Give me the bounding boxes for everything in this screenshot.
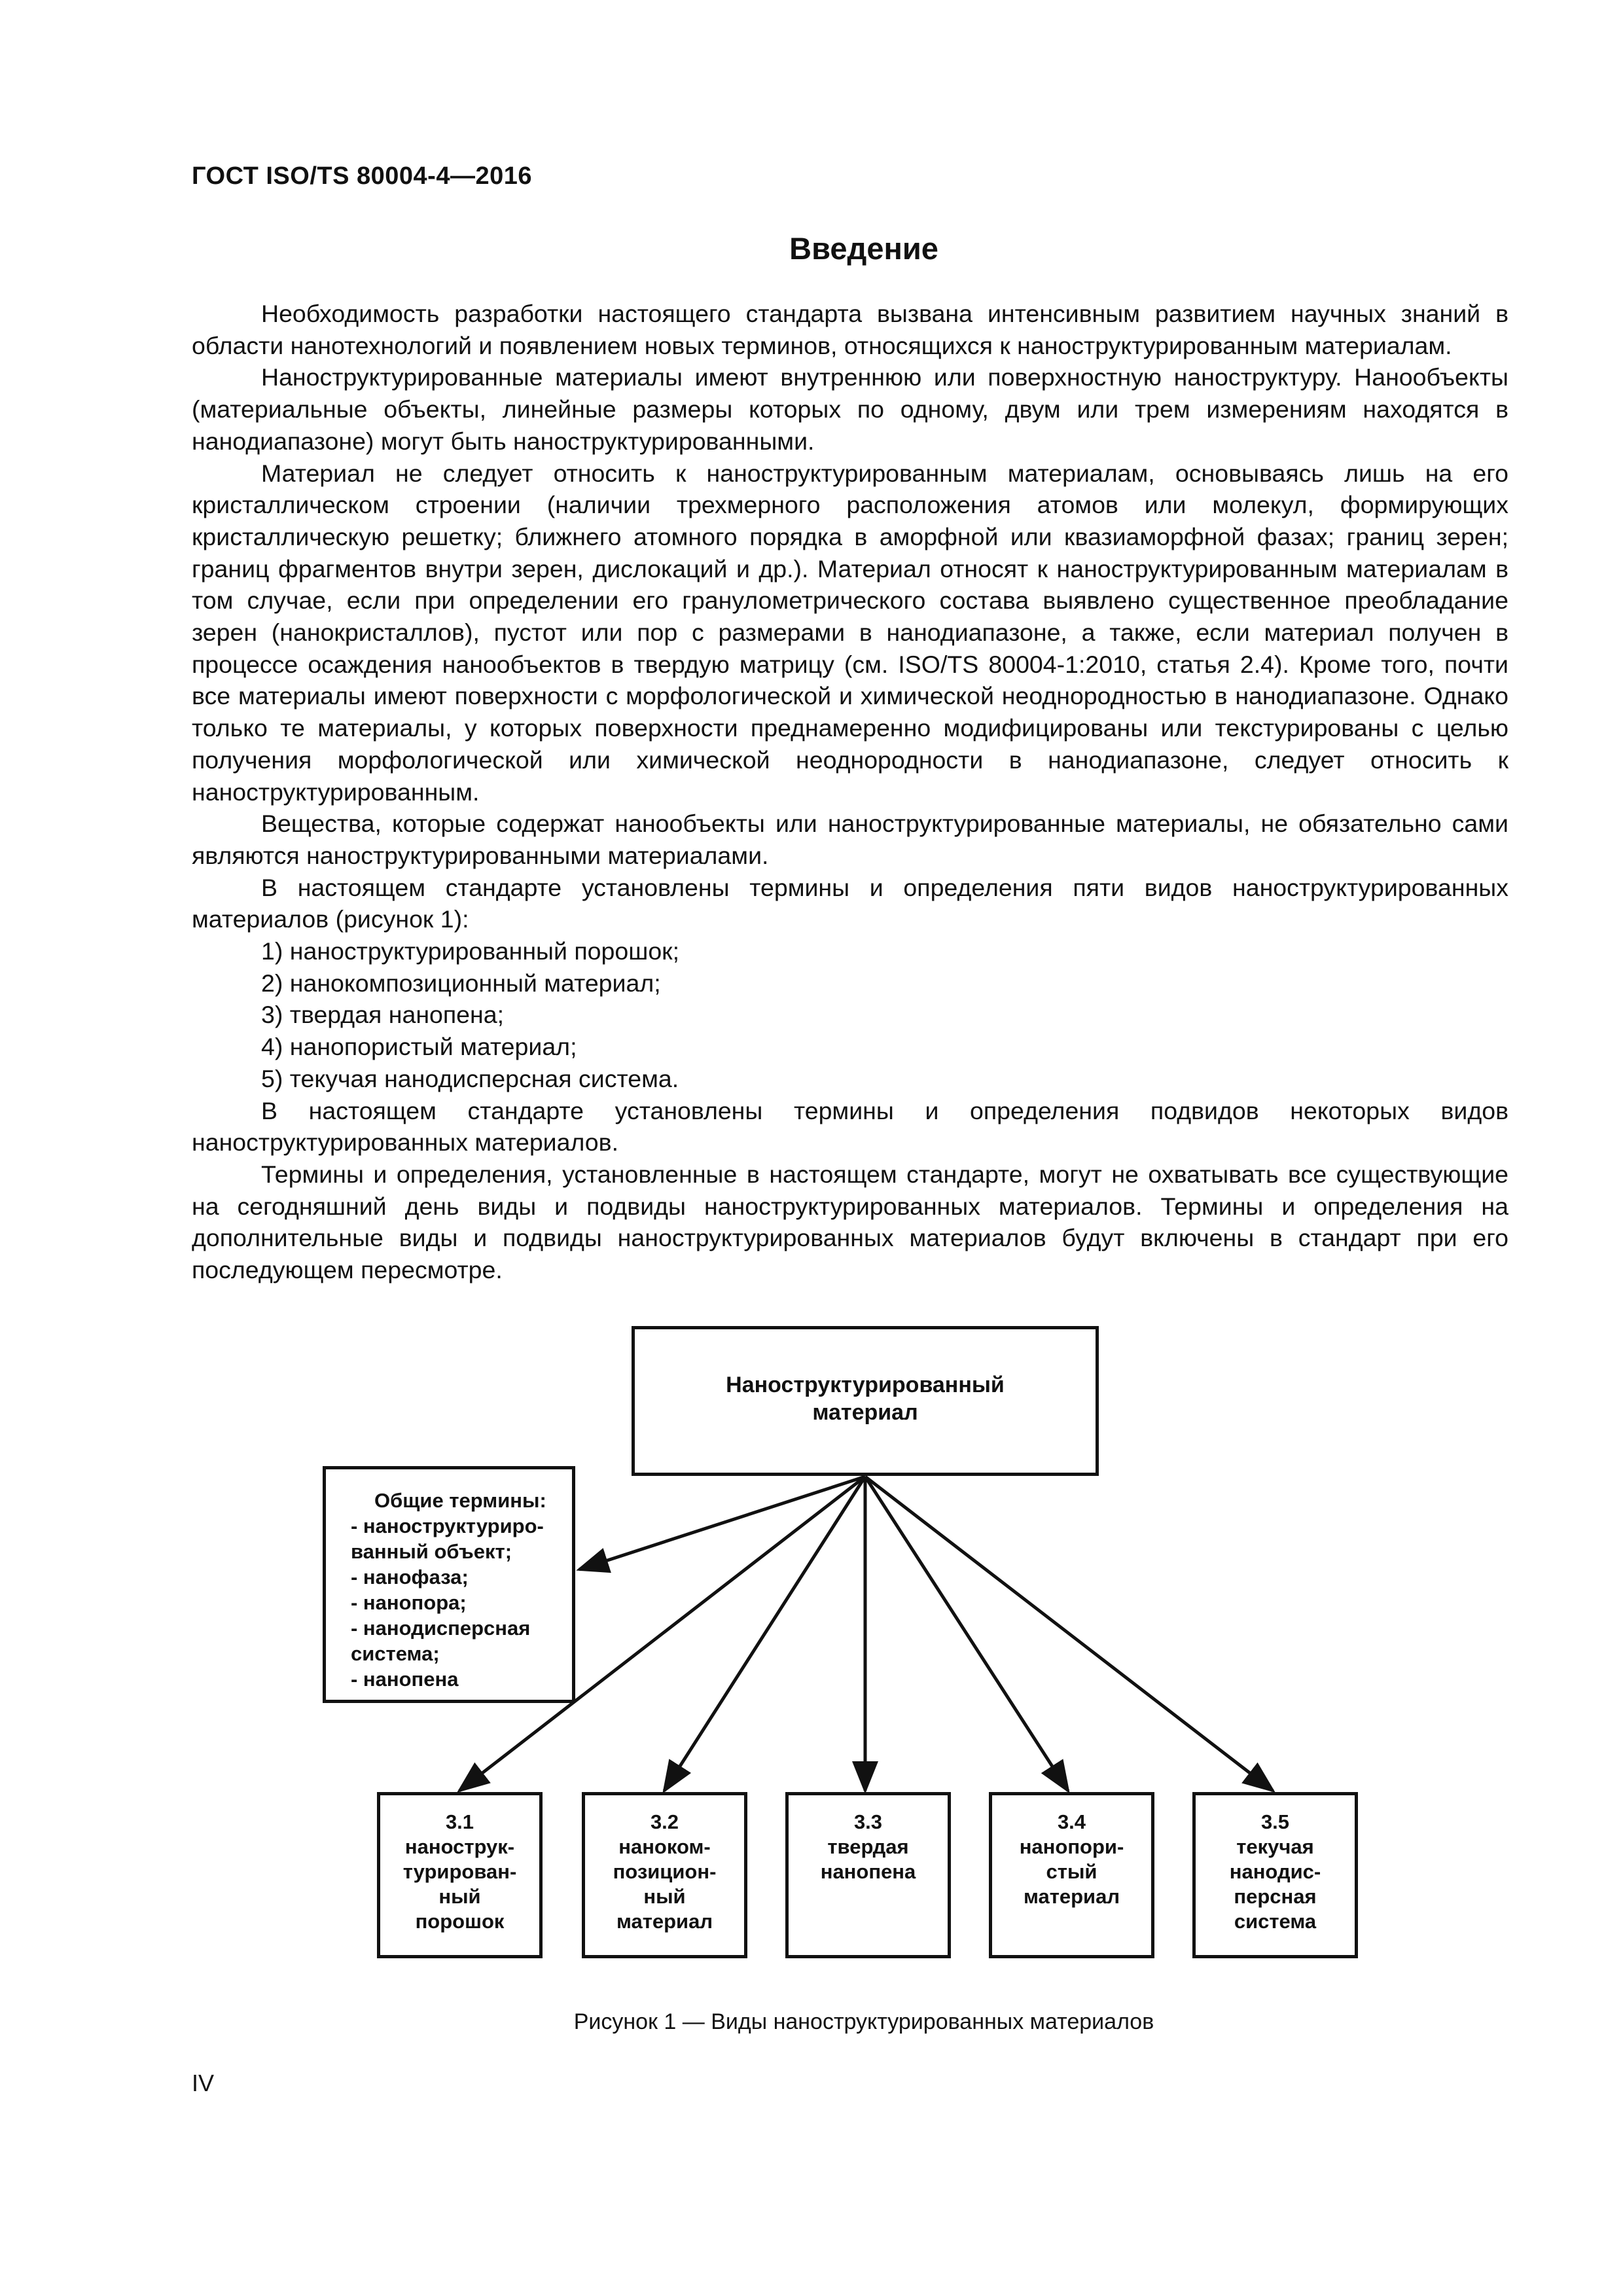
list-item: 3) твердая нанопена;	[261, 1001, 505, 1029]
kind-label-line: стый	[1046, 1860, 1097, 1883]
kind-box-3-1	[377, 1792, 543, 1958]
page-number: IV	[192, 2070, 215, 2096]
kind-label-line: турирован-	[402, 1860, 517, 1883]
general-term-line: система;	[351, 1642, 440, 1665]
kind-label-line: материал	[616, 1910, 713, 1933]
paragraph: Термины и определения, установленные в настоящем стандарте, могут не охватывать все существующие на сегодняшний день виды и подвиды наноструктурированных материалов. Термины и определения на дополнительные виды и подвиды наноструктурированных материалов будут включены в стандарт при его последующем пересмотре.	[192, 1160, 1508, 1284]
kind-label-line: нанопена	[820, 1860, 916, 1883]
paragraph: Вещества, которые содержат нанообъекты или наноструктурированные материалы, не обязательно сами являются наноструктурированными материалами.	[192, 810, 1508, 869]
kind-number: 3.4	[1057, 1810, 1086, 1833]
connector-lines	[459, 1477, 1273, 1791]
general-term-line: ванный объект;	[351, 1540, 512, 1563]
kind-label-line: персная	[1234, 1885, 1317, 1908]
kinds-list	[192, 935, 1508, 1095]
kind-label-line: порошок	[415, 1910, 505, 1933]
general-term-line: - нанодисперсная	[351, 1617, 531, 1640]
arrow-to-kind-3-5	[865, 1477, 1273, 1791]
paragraph: В настоящем стандарте установлены термины и определения подвидов некоторых видов наноструктурированных материалов.	[192, 1096, 1508, 1157]
kind-label-line: наноком-	[618, 1835, 711, 1858]
paragraph: В настоящем стандарте установлены термины и определения пяти видов наноструктурированных материалов (рисунок 1):	[192, 873, 1508, 933]
general-terms-box	[323, 1466, 575, 1703]
kind-label-line: позицион-	[613, 1860, 717, 1883]
general-term-line: - нанофаза;	[351, 1566, 469, 1588]
arrow-to-kind-3-4	[865, 1477, 1068, 1791]
kind-label-line: текучая	[1236, 1835, 1314, 1858]
kind-box-3-4	[989, 1792, 1154, 1958]
paragraph: Наноструктурированные материалы имеют внутреннюю или поверхностную наноструктуру. Нанообъекты (материальные объекты, линейные размеры которых по одному, двум или трем измерениям находятся в нанодиапазоне) могут быть наноструктурированными.	[192, 363, 1508, 455]
list-item: 1) наноструктурированный порошок;	[261, 937, 680, 965]
kind-number: 3.1	[445, 1810, 474, 1833]
kind-box-3-5	[1192, 1792, 1358, 1958]
document-code: ГОСТ ISO/TS 80004-4—2016	[192, 162, 532, 190]
kind-label-line: твердая	[827, 1835, 909, 1858]
kind-box-3-2	[582, 1792, 747, 1958]
list-item: 5) текучая нанодисперсная система.	[261, 1064, 679, 1092]
general-terms-title: Общие термины:	[374, 1489, 546, 1512]
kind-label-line: система	[1234, 1910, 1317, 1933]
main-material-box	[632, 1326, 1099, 1476]
kind-number: 3.5	[1260, 1810, 1290, 1833]
list-item: 4) нанопористый материал;	[261, 1033, 577, 1061]
kind-box-3-3	[785, 1792, 951, 1958]
kind-number: 3.3	[853, 1810, 883, 1833]
general-term-line: - нанопена	[351, 1668, 459, 1691]
main-box-line: материал	[812, 1400, 918, 1425]
introduction-text	[192, 298, 1508, 1286]
kind-label-line: материал	[1023, 1885, 1120, 1908]
paragraph: Материал не следует относить к наноструктурированным материалам, основываясь лишь на его кристаллическом строении (наличии трехмерного расположения атомов или молекул, формирующих кристаллическую решетку; ближнего атомного порядка в аморфной или квазиаморфной фазах; границ зерен; границ фрагментов внутри зерен, дислокаций и др.). Материал относят к наноструктурированным материалам в том случае, если при определении его гранулометрического состава выявлено существенное преобладание зерен (нанокристаллов), пустот или пор с размерами в нанодиапазоне, а также, если материал получен в процессе осаждения нанообъектов в твердую матрицу (см. ISO/TS 80004-1:2010, статья 2.4). Кроме того, почти все материалы имеют поверхности с морфологической и химической неоднородностью в нанодиапазоне. Однако только те материалы, у которых поверхности преднамеренно модифицированы или текстурированы с целью получения морфологической или химической неоднородности в нанодиапазоне, следует относить к наноструктурированным.	[192, 459, 1508, 806]
kind-number: 3.2	[650, 1810, 679, 1833]
kind-label-line: нанострук-	[404, 1835, 515, 1858]
list-item: 2) нанокомпозиционный материал;	[261, 969, 661, 997]
kind-label-line: ный	[438, 1885, 481, 1908]
section-heading: Введение	[789, 231, 938, 266]
kind-label-line: нанодис-	[1229, 1860, 1321, 1883]
general-term-line: - наноструктуриро-	[351, 1515, 544, 1537]
kind-label-line: нанопори-	[1019, 1835, 1124, 1858]
arrow-to-general-terms	[579, 1477, 865, 1570]
figure-caption: Рисунок 1 — Виды наноструктурированных материалов	[573, 2009, 1154, 2034]
kind-label-line: ный	[643, 1885, 686, 1908]
general-term-line: - нанопора;	[351, 1591, 467, 1614]
arrow-to-kind-3-2	[664, 1477, 865, 1791]
paragraph: Необходимость разработки настоящего стандарта вызвана интенсивным развитием научных знаний в области нанотехнологий и появлением новых терминов, относящихся к наноструктурированным материалам.	[192, 300, 1508, 359]
main-box-line: Наноструктурированный	[726, 1372, 1005, 1397]
